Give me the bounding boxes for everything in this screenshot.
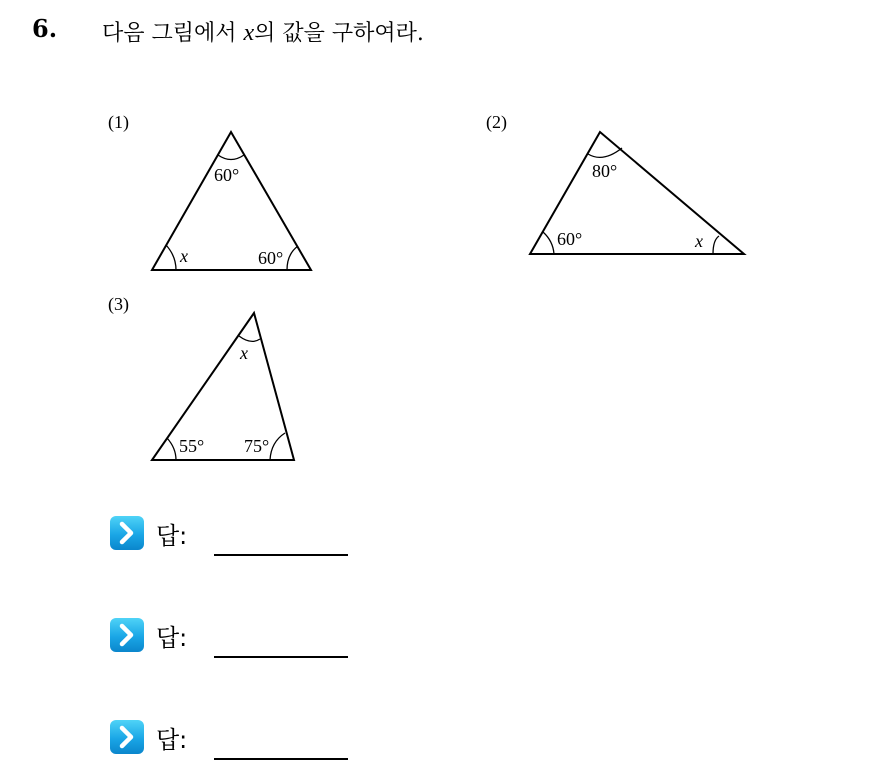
- question-text-after: 의 값을 구하여라.: [254, 21, 424, 46]
- figure-1-left-angle: x: [180, 246, 188, 266]
- answer-blank-2[interactable]: [214, 656, 348, 658]
- angle-arc-1-right: [287, 246, 298, 270]
- answer-label-1: 답:: [156, 522, 188, 550]
- figure-3-label: (3): [108, 294, 129, 314]
- triangle-3: [152, 313, 294, 460]
- angle-arc-3-right: [270, 433, 285, 460]
- figure-2-right-angle: x: [695, 231, 703, 251]
- angle-arc-2-top: [588, 148, 622, 157]
- question-text-before: 다음 그림에서: [102, 21, 244, 46]
- figure-1-top-angle: 60°: [214, 165, 240, 185]
- triangle-1: [152, 132, 311, 270]
- angle-arc-2-left: [543, 232, 554, 254]
- figure-1-right-angle: 60°: [258, 248, 284, 268]
- question-variable: x: [243, 20, 255, 46]
- angle-arc-1-left: [166, 245, 176, 270]
- question-number: 6.: [32, 14, 58, 43]
- answer-blank-1[interactable]: [214, 554, 348, 556]
- angle-arc-1-top: [218, 155, 244, 160]
- chevron-right-icon: [110, 618, 144, 652]
- figure-3-top-angle: x: [240, 343, 248, 363]
- figure-1: [152, 132, 311, 270]
- figure-2-label: (2): [486, 112, 507, 132]
- figure-2-left-angle: 60°: [557, 229, 583, 249]
- chevron-right-icon: [110, 516, 144, 550]
- figure-2-top-angle: 80°: [592, 161, 618, 181]
- figure-3-left-angle: 55°: [179, 436, 205, 456]
- figure-3: [152, 313, 294, 460]
- answer-label-3: 답:: [156, 726, 188, 754]
- figure-1-label: (1): [108, 112, 129, 132]
- angle-arc-3-left: [167, 438, 176, 460]
- chevron-right-icon: [110, 720, 144, 754]
- angle-arc-2-right: [713, 236, 719, 254]
- angle-arc-3-top: [239, 336, 260, 341]
- figure-2: [530, 132, 744, 254]
- answer-label-2: 답:: [156, 624, 188, 652]
- figure-3-right-angle: 75°: [244, 436, 270, 456]
